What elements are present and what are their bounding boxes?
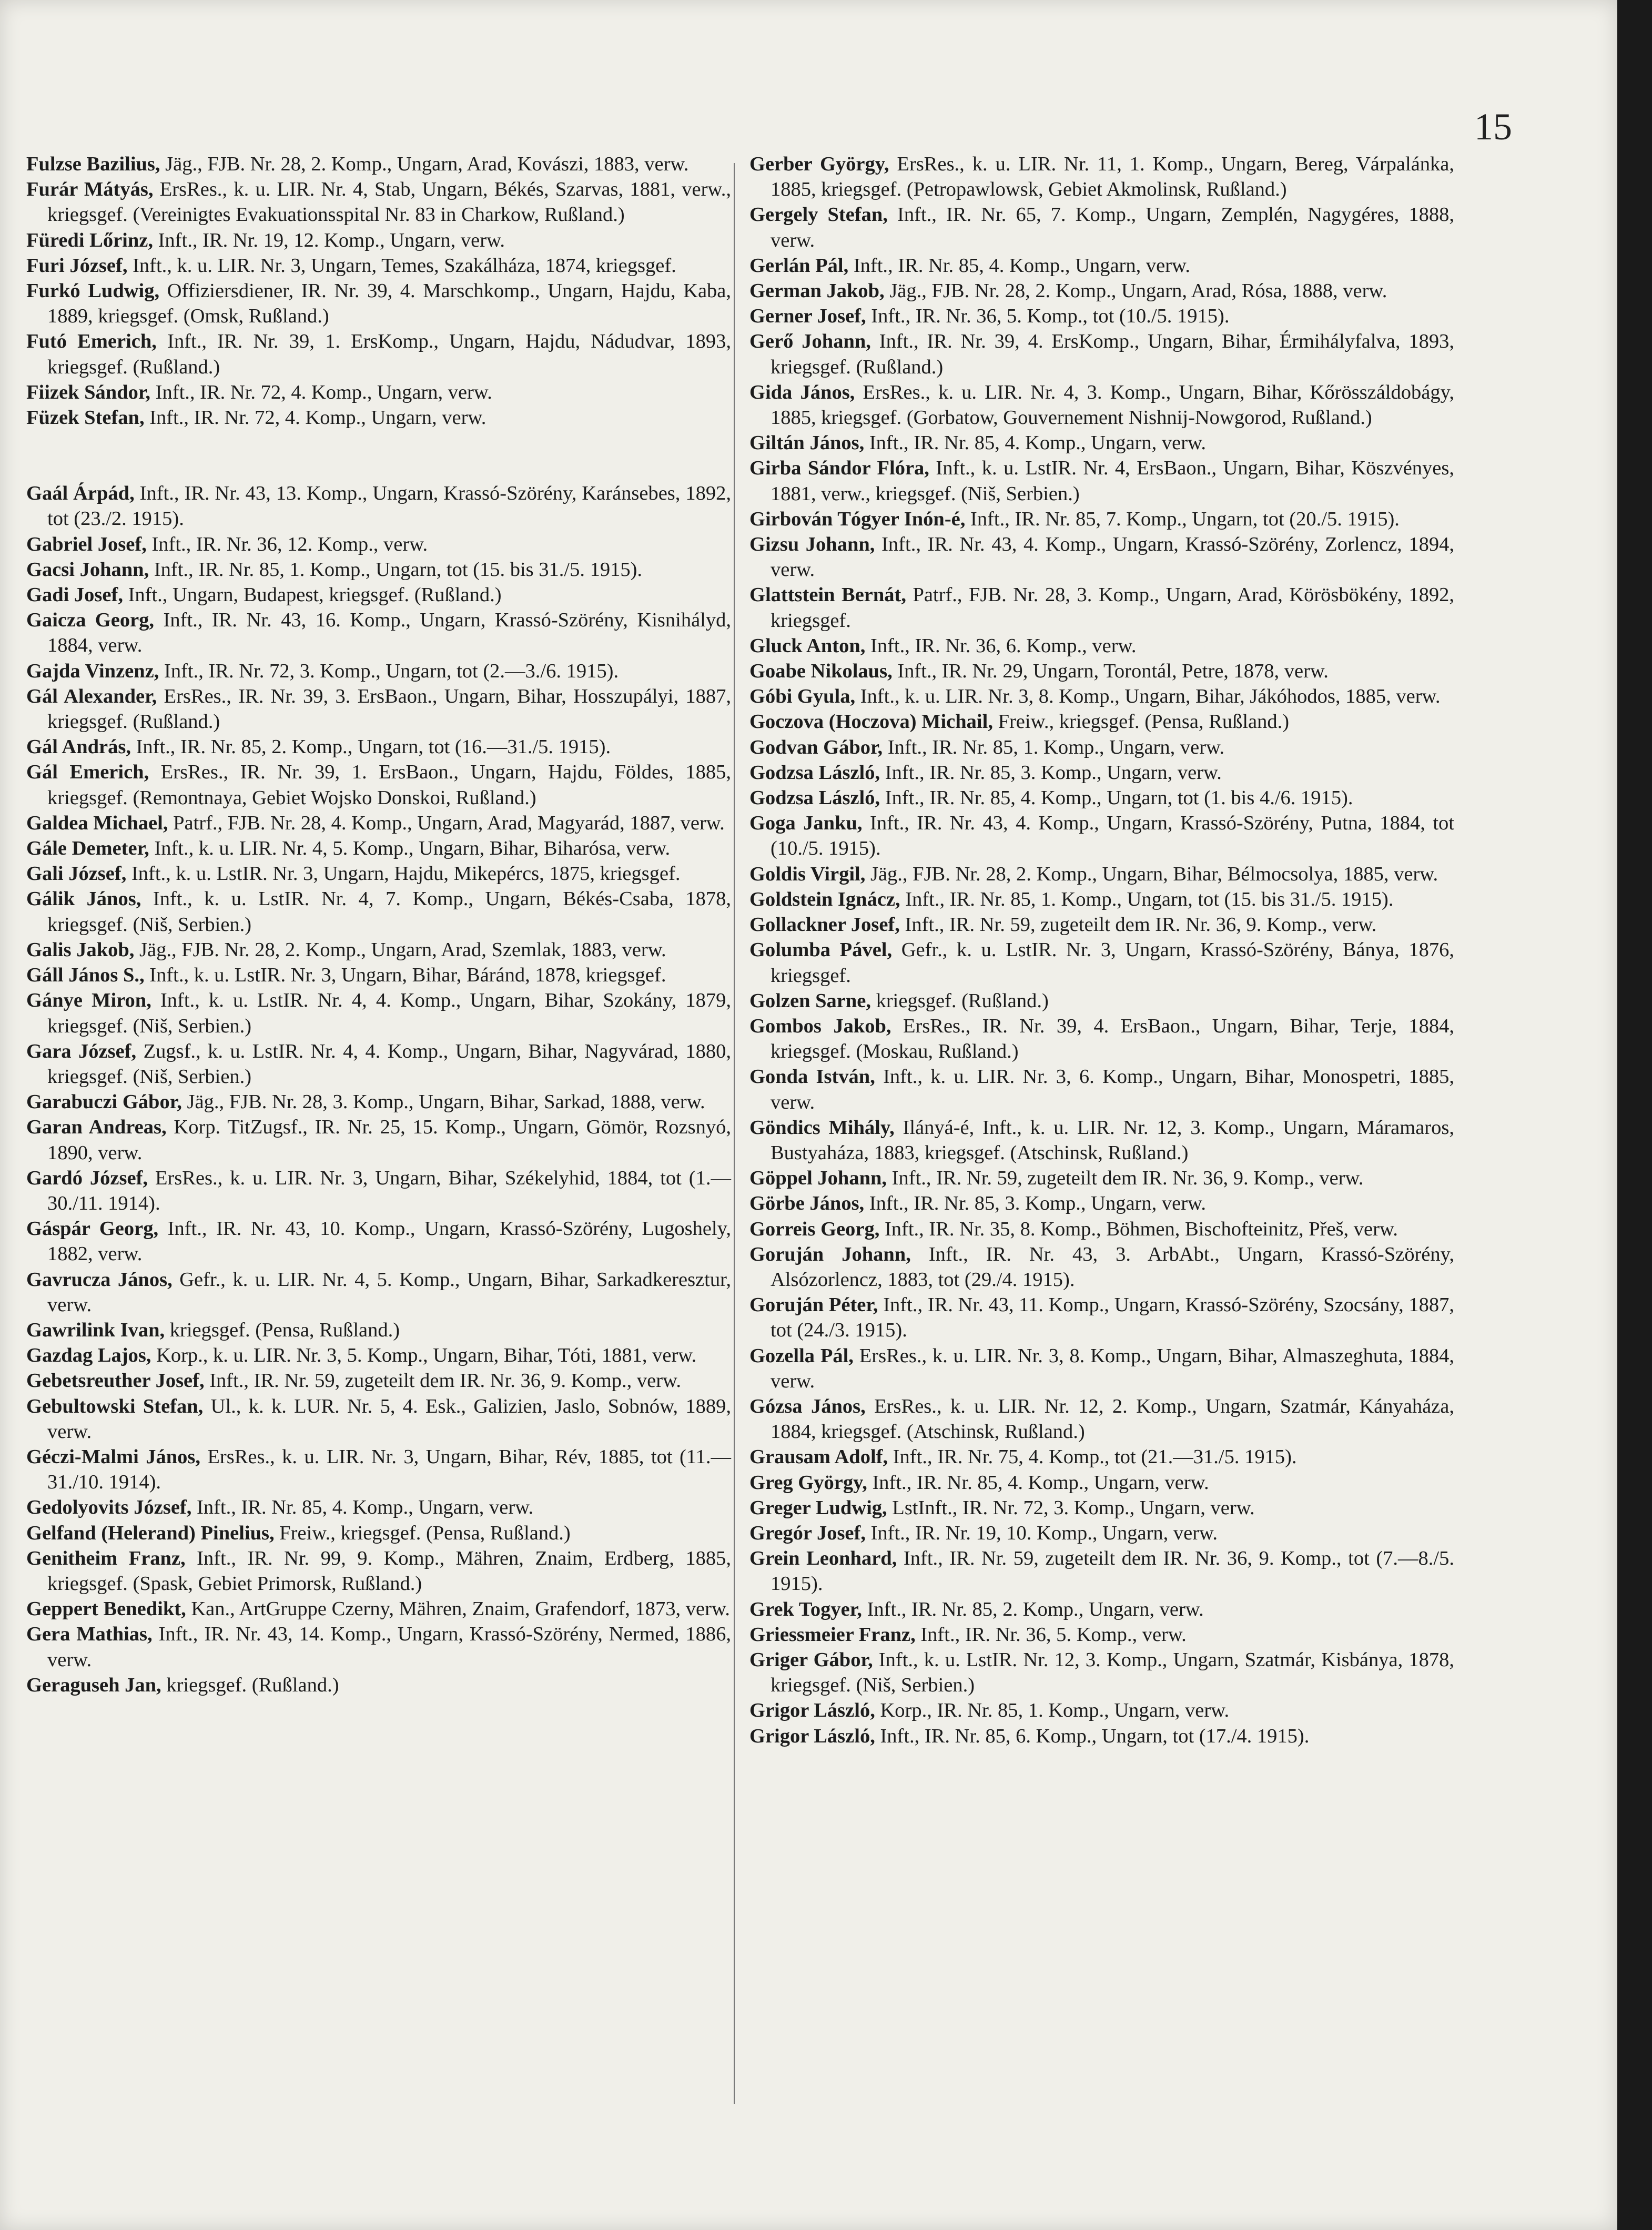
register-entry xyxy=(749,1495,1454,1521)
entry-name: Grausam Adolf, xyxy=(749,1446,888,1468)
entry-name: Godzsa László, xyxy=(749,787,880,809)
register-entry xyxy=(749,1165,1454,1191)
entry-details: Inft., IR. Nr. 72, 3. Komp., Ungarn, tot (2.—3./6. 1915). xyxy=(159,660,619,682)
entry-name: Giltán János, xyxy=(749,432,865,454)
entry-name: Goldstein Ignácz, xyxy=(749,888,900,910)
register-entry xyxy=(749,1217,1454,1242)
register-entry xyxy=(26,557,731,582)
register-entry xyxy=(749,861,1454,887)
entry-details: Inft., IR. Nr. 85, 4. Komp., Ungarn, verw. xyxy=(864,432,1206,454)
left-column xyxy=(26,151,731,1698)
entry-name: Gajda Vinzenz, xyxy=(26,660,159,682)
register-entry xyxy=(749,1724,1454,1749)
entry-name: Gelfand (Helerand) Pinelius, xyxy=(26,1522,275,1544)
register-entry xyxy=(749,278,1454,303)
register-entry xyxy=(749,380,1454,430)
entry-details: Gefr., k. u. LstIR. Nr. 3, Ungarn, Krassó-Szörény, Bánya, 1876, kriegsgef. xyxy=(771,939,1454,987)
register-entry xyxy=(26,1495,731,1520)
entry-name: Füzek Stefan, xyxy=(26,407,145,429)
register-entry xyxy=(749,760,1454,785)
entry-name: Golumba Pável, xyxy=(749,939,893,961)
entry-details: ErsRes., k. u. LIR. Nr. 3, Ungarn, Bihar, Székelyhid, 1884, tot (1.—30./11. 1914). xyxy=(47,1167,732,1214)
register-entry xyxy=(26,405,731,430)
right-column xyxy=(749,151,1454,1749)
entry-details: ErsRes., IR. Nr. 39, 4. ErsBaon., Ungarn, Bihar, Terje, 1884, kriegsgef. (Moskau, Rußland.) xyxy=(771,1015,1454,1063)
entry-details: Inft., k. u. LstIR. Nr. 4, 7. Komp., Ungarn, Békés-Csaba, 1878, kriegsgef. (Niš, Serbien.) xyxy=(47,888,731,936)
entry-details: Inft., k. u. LstIR. Nr. 3, Ungarn, Bihar, Báránd, 1878, kriegsgef. xyxy=(144,964,666,987)
entry-name: Gále Demeter, xyxy=(26,837,149,860)
register-entry xyxy=(749,1292,1454,1343)
entry-name: Gozella Pál, xyxy=(749,1344,854,1367)
entry-name: Gánye Miron, xyxy=(26,989,151,1012)
entry-name: Gál András, xyxy=(26,736,131,758)
register-entry xyxy=(749,506,1454,532)
entry-details: Jäg., FJB. Nr. 28, 2. Komp., Ungarn, Arad, Szemlak, 1883, verw. xyxy=(134,938,666,961)
entry-details: Kan., ArtGruppe Czerny, Mähren, Znaim, Grafendorf, 1873, verw. xyxy=(186,1598,730,1620)
entry-details: Inft., IR. Nr. 43, 13. Komp., Ungarn, Krassó-Szörény, Karánsebes, 1892, tot (23./2. 1915). xyxy=(47,482,731,530)
entry-details: Ilányá-é, Inft., k. u. LIR. Nr. 12, 3. Komp., Ungarn, Máramaros, Bustyaháza, 1883, kriegsgef. (Atschinsk, Rußland.) xyxy=(771,1116,1454,1164)
register-entry xyxy=(26,1317,731,1343)
entry-name: Gida János, xyxy=(749,381,855,403)
entry-details: ErsRes., k. u. LIR. Nr. 4, Stab, Ungarn, Békés, Szarvas, 1881, verw., kriegsgef. (Vereinigtes Evakuationsspital Nr. 83 in Charkow, Rußland.) xyxy=(47,178,731,226)
entry-details: Freiw., kriegsgef. (Pensa, Rußland.) xyxy=(992,711,1290,733)
entry-details: Inft., IR. Nr. 72, 4. Komp., Ungarn, verw. xyxy=(144,407,487,429)
entry-name: Gózsa János, xyxy=(749,1395,866,1417)
entry-name: Fulzse Bazilius, xyxy=(26,153,160,175)
register-entry xyxy=(749,1191,1454,1216)
entry-details: Ul., k. k. LUR. Nr. 5, 4. Esk., Galizien, Jaslo, Sobnów, 1889, verw. xyxy=(47,1395,732,1443)
entry-details: Inft., IR. Nr. 19, 12. Komp., Ungarn, verw. xyxy=(153,229,505,251)
entry-name: Goczova (Hoczova) Michail, xyxy=(749,711,993,733)
entry-details: Gefr., k. u. LIR. Nr. 4, 5. Komp., Ungarn, Bihar, Sarkadkeresztur, verw. xyxy=(47,1268,731,1316)
register-entry xyxy=(749,582,1454,633)
entry-details: ErsRes., k. u. LIR. Nr. 3, 8. Komp., Ungarn, Bihar, Almaszeghuta, 1884, verw. xyxy=(771,1344,1454,1392)
entry-details: Offiziersdiener, IR. Nr. 39, 4. Marschkomp., Ungarn, Hajdu, Kaba, 1889, kriegsgef. (Omsk, Rußland.) xyxy=(47,280,732,328)
register-entry xyxy=(749,1115,1454,1165)
register-entry xyxy=(26,532,731,557)
entry-name: Galdea Michael, xyxy=(26,812,168,834)
entry-details: Jäg., FJB. Nr. 28, 2. Komp., Ungarn, Arad, Kovászi, 1883, verw. xyxy=(160,153,689,175)
entry-name: Gergely Stefan, xyxy=(749,204,888,226)
entry-details: Korp., k. u. LIR. Nr. 3, 5. Komp., Ungarn, Bihar, Tóti, 1881, verw. xyxy=(151,1344,697,1367)
entry-name: Griger Gábor, xyxy=(749,1648,873,1671)
entry-name: Görbe János, xyxy=(749,1192,865,1215)
entry-name: Greg György, xyxy=(749,1471,867,1494)
entry-details: Inft., IR. Nr. 72, 4. Komp., Ungarn, verw. xyxy=(150,381,492,403)
register-entry xyxy=(26,380,731,405)
register-entry xyxy=(26,607,731,658)
entry-details: Freiw., kriegsgef. (Pensa, Rußland.) xyxy=(274,1522,571,1544)
entry-details: Inft., IR. Nr. 43, 3. ArbAbt., Ungarn, Krassó-Szörény, Alsózorlencz, 1883, tot (29./4. 1915). xyxy=(771,1243,1454,1291)
entry-name: Gorreis Georg, xyxy=(749,1218,880,1240)
register-entry xyxy=(749,1647,1454,1698)
entry-details: Inft., k. u. LIR. Nr. 4, 5. Komp., Ungarn, Bihar, Biharósa, verw. xyxy=(149,837,671,860)
entry-details: Inft., IR. Nr. 85, 4. Komp., Ungarn, verw. xyxy=(867,1471,1209,1494)
entry-details: Inft., k. u. LstIR. Nr. 12, 3. Komp., Ungarn, Szatmár, Kisbánya, 1878, kriegsgef. (Niš, Serbien.) xyxy=(771,1648,1454,1697)
entry-name: Gadi Josef, xyxy=(26,584,123,606)
register-entry xyxy=(26,988,731,1038)
register-entry xyxy=(749,1470,1454,1495)
entry-name: Gollackner Josef, xyxy=(749,914,900,936)
register-entry xyxy=(26,1368,731,1393)
entry-details: Inft., IR. Nr. 59, zugeteilt dem IR. Nr. 36, 9. Komp., tot (7.—8./5. 1915). xyxy=(771,1547,1454,1595)
entry-name: Gonda István, xyxy=(749,1066,875,1088)
entry-details: Inft., IR. Nr. 85, 1. Komp., Ungarn, verw. xyxy=(883,736,1224,758)
register-entry xyxy=(26,1267,731,1317)
register-entry xyxy=(749,1064,1454,1114)
entry-details: Inft., k. u. LstIR. Nr. 4, ErsBaon., Ungarn, Bihar, Köszvényes, 1881, verw., kriegsgef. (Niš, Serbien.) xyxy=(771,457,1454,505)
register-entry xyxy=(749,151,1454,202)
register-entry xyxy=(749,1394,1454,1444)
entry-name: Gál Alexander, xyxy=(26,685,157,707)
entry-name: Gerner Josef, xyxy=(749,305,866,328)
entry-details: Inft., IR. Nr. 43, 16. Komp., Ungarn, Krassó-Szörény, Kisnihályd, 1884, verw. xyxy=(47,609,731,657)
entry-details: Inft., IR. Nr. 39, 4. ErsKomp., Ungarn, Bihar, Érmihályfalva, 1893, kriegsgef. (Rußland.) xyxy=(771,330,1454,378)
register-entry xyxy=(749,887,1454,912)
entry-name: Golzen Sarne, xyxy=(749,989,871,1012)
entry-name: Furár Mátyás, xyxy=(26,178,154,201)
entry-details: Inft., IR. Nr. 85, 1. Komp., Ungarn, tot (15. bis 31./5. 1915). xyxy=(900,888,1394,910)
entry-details: ErsRes., k. u. LIR. Nr. 4, 3. Komp., Ungarn, Bihar, Kőrösszáldobágy, 1885, kriegsgef. (Gorbatow, Gouvernement Nishnij-Nowgorod, Rußland.) xyxy=(771,381,1454,429)
entry-details: Jäg., FJB. Nr. 28, 3. Komp., Ungarn, Bihar, Sarkad, 1888, verw. xyxy=(181,1091,705,1113)
entry-name: Grigor László, xyxy=(749,1699,875,1722)
register-entry xyxy=(749,253,1454,278)
register-entry xyxy=(749,912,1454,937)
entry-details: Inft., IR. Nr. 43, 4. Komp., Ungarn, Krassó-Szörény, Zorlencz, 1894, verw. xyxy=(771,533,1454,581)
entry-details: ErsRes., IR. Nr. 39, 1. ErsBaon., Ungarn, Hajdu, Földes, 1885, kriegsgef. (Remontnaya, Gebiet Wojsko Donskoi, Rußland.) xyxy=(47,761,731,809)
entry-name: Gombos Jakob, xyxy=(749,1015,891,1037)
entry-name: Gabriel Josef, xyxy=(26,533,147,555)
entry-name: Gali József, xyxy=(26,863,127,885)
register-entry xyxy=(26,886,731,937)
register-entry xyxy=(26,684,731,734)
entry-name: Gerő Johann, xyxy=(749,330,871,353)
register-entry xyxy=(749,202,1454,252)
entry-name: Galis Jakob, xyxy=(26,938,135,961)
register-entry xyxy=(749,1242,1454,1292)
entry-details: kriegsgef. (Pensa, Rußland.) xyxy=(165,1319,400,1341)
entry-details: ErsRes., k. u. LIR. Nr. 3, Ungarn, Bihar, Rév, 1885, tot (11.—31./10. 1914). xyxy=(47,1445,731,1494)
entry-name: Gálik János, xyxy=(26,888,141,910)
entry-name: German Jakob, xyxy=(749,280,885,302)
register-entry xyxy=(26,228,731,253)
entry-details: Jäg., FJB. Nr. 28, 2. Komp., Ungarn, Arad, Rósa, 1888, verw. xyxy=(884,280,1387,302)
register-entry xyxy=(26,253,731,278)
register-entry xyxy=(26,1114,731,1165)
entry-details: ErsRes., k. u. LIR. Nr. 11, 1. Komp., Ungarn, Bereg, Várpalánka, 1885, kriegsgef. (Petropawlowsk, Gebiet Akmolinsk, Rußland.) xyxy=(771,153,1454,201)
register-entry xyxy=(749,735,1454,760)
entry-name: Goruján Johann, xyxy=(749,1243,911,1265)
entry-details: Inft., Ungarn, Budapest, kriegsgef. (Rußland.) xyxy=(123,584,502,606)
register-entry xyxy=(26,759,731,810)
register-entry xyxy=(26,1672,731,1698)
register-entry xyxy=(26,1621,731,1672)
register-entry xyxy=(749,810,1454,861)
entry-details: Inft., IR. Nr. 39, 1. ErsKomp., Ungarn, Hajdu, Nádudvar, 1893, kriegsgef. (Rußland.) xyxy=(47,330,732,378)
entry-details: Inft., IR. Nr. 85, 3. Komp., Ungarn, verw. xyxy=(864,1192,1206,1215)
section-gap xyxy=(26,430,731,481)
register-entry xyxy=(26,177,731,227)
entry-details: Inft., k. u. LIR. Nr. 3, 8. Komp., Ungarn, Bihar, Jákóhodos, 1885, verw. xyxy=(855,685,1441,708)
entry-name: Geppert Benedikt, xyxy=(26,1598,186,1620)
entry-details: Inft., IR. Nr. 59, zugeteilt dem IR. Nr. 36, 9. Komp., verw. xyxy=(887,1167,1364,1190)
entry-name: Grein Leonhard, xyxy=(749,1547,897,1570)
register-entry xyxy=(749,532,1454,582)
register-entry xyxy=(749,1444,1454,1469)
entry-name: Goga Janku, xyxy=(749,812,863,835)
entry-details: Inft., IR. Nr. 59, zugeteilt dem IR. Nr. 36, 9. Komp., verw. xyxy=(899,914,1377,936)
entry-details: Inft., IR. Nr. 85, 2. Komp., Ungarn, tot (16.—31./5. 1915). xyxy=(130,736,611,758)
entry-details: kriegsgef. (Rußland.) xyxy=(870,989,1049,1012)
entry-details: Inft., IR. Nr. 36, 5. Komp., tot (10./5. 1915). xyxy=(866,305,1230,328)
register-entry xyxy=(26,658,731,684)
entry-name: Grigor László, xyxy=(749,1725,875,1747)
register-entry xyxy=(749,329,1454,379)
entry-name: Goruján Péter, xyxy=(749,1294,878,1316)
register-entry xyxy=(26,810,731,836)
entry-name: Furi József, xyxy=(26,254,128,277)
register-entry xyxy=(26,278,731,329)
entry-details: Inft., IR. Nr. 85, 4. Komp., Ungarn, tot (1. bis 4./6. 1915). xyxy=(880,787,1353,809)
register-entry xyxy=(749,1343,1454,1394)
register-entry xyxy=(749,709,1454,734)
entry-details: Inft., IR. Nr. 43, 4. Komp., Ungarn, Krassó-Szörény, Putna, 1884, tot (10./5. 1915). xyxy=(771,812,1454,860)
register-entry xyxy=(749,1622,1454,1647)
entry-details: Inft., IR. Nr. 36, 5. Komp., verw. xyxy=(915,1623,1187,1646)
entry-details: Inft., IR. Nr. 85, 1. Komp., Ungarn, tot (15. bis 31./5. 1915). xyxy=(149,558,643,581)
entry-details: Inft., k. u. LstIR. Nr. 3, Ungarn, Hajdu, Mikepércs, 1875, kriegsgef. xyxy=(126,863,681,885)
entry-name: Gacsi Johann, xyxy=(26,558,149,581)
column-divider xyxy=(734,163,735,2104)
register-entry xyxy=(26,1216,731,1266)
entry-name: Füredi Lőrinz, xyxy=(26,229,153,251)
entry-details: ErsRes., k. u. LIR. Nr. 12, 2. Komp., Ungarn, Szatmár, Kányaháza, 1884, kriegsgef. (Atschinsk, Rußland.) xyxy=(771,1395,1454,1443)
entry-details: Zugsf., k. u. LstIR. Nr. 4, 4. Komp., Ungarn, Bihar, Nagyvárad, 1880, kriegsgef. (Niš, Serbien.) xyxy=(47,1040,731,1088)
entry-details: Inft., IR. Nr. 85, 2. Komp., Ungarn, verw. xyxy=(862,1598,1204,1620)
entry-details: Inft., IR. Nr. 29, Ungarn, Torontál, Petre, 1878, verw. xyxy=(892,660,1329,683)
register-entry xyxy=(749,303,1454,329)
register-entry xyxy=(749,937,1454,988)
entry-name: Gedolyovits József, xyxy=(26,1496,192,1519)
entry-name: Genitheim Franz, xyxy=(26,1547,186,1569)
entry-details: Inft., IR. Nr. 36, 6. Komp., verw. xyxy=(865,634,1137,657)
entry-details: Jäg., FJB. Nr. 28, 2. Komp., Ungarn, Bihar, Bélmocsolya, 1885, verw. xyxy=(865,863,1438,885)
register-entry xyxy=(749,1597,1454,1622)
entry-details: Patrf., FJB. Nr. 28, 4. Komp., Ungarn, Arad, Magyarád, 1887, verw. xyxy=(168,812,725,834)
entry-name: Goabe Nikolaus, xyxy=(749,660,893,683)
entry-name: Gara József, xyxy=(26,1040,137,1062)
register-entry xyxy=(26,329,731,379)
entry-name: Géczi-Malmi János, xyxy=(26,1445,200,1468)
entry-details: Korp., IR. Nr. 85, 1. Komp., Ungarn, verw. xyxy=(875,1699,1230,1722)
entry-name: Göndics Mihály, xyxy=(749,1116,895,1139)
entry-name: Gazdag Lajos, xyxy=(26,1344,151,1367)
register-entry xyxy=(749,1013,1454,1064)
entry-name: Griessmeier Franz, xyxy=(749,1623,916,1646)
entry-details: Inft., IR. Nr. 43, 11. Komp., Ungarn, Krassó-Szörény, Szocsány, 1887, tot (24./3. 1915). xyxy=(771,1294,1454,1342)
entry-name: Girba Sándor Flóra, xyxy=(749,457,929,480)
register-entry xyxy=(26,582,731,607)
register-entry xyxy=(26,1039,731,1089)
register-entry xyxy=(26,836,731,861)
entry-name: Furkó Ludwig, xyxy=(26,280,160,302)
entry-name: Gera Mathias, xyxy=(26,1623,153,1646)
register-entry xyxy=(749,455,1454,506)
entry-name: Göppel Johann, xyxy=(749,1167,887,1190)
entry-details: Inft., IR. Nr. 85, 4. Komp., Ungarn, verw. xyxy=(848,254,1190,277)
entry-details: Inft., IR. Nr. 99, 9. Komp., Mähren, Znaim, Erdberg, 1885, kriegsgef. (Spask, Gebiet Primorsk, Rußland.) xyxy=(47,1547,731,1595)
register-entry xyxy=(26,1521,731,1546)
entry-name: Girbován Tógyer Inón-é, xyxy=(749,508,966,530)
entry-details: Korp. TitZugsf., IR. Nr. 25, 15. Komp., Ungarn, Gömör, Rozsnyó, 1890, verw. xyxy=(47,1116,731,1164)
register-entry xyxy=(26,1444,731,1495)
entry-details: Inft., IR. Nr. 43, 10. Komp., Ungarn, Krassó-Szörény, Lugoshely, 1882, verw. xyxy=(47,1218,731,1265)
entry-details: Inft., IR. Nr. 36, 12. Komp., verw. xyxy=(146,533,428,555)
register-entry xyxy=(749,1546,1454,1596)
register-entry xyxy=(26,861,731,886)
register-entry xyxy=(26,1165,731,1216)
register-entry xyxy=(26,1596,731,1621)
register-entry xyxy=(749,633,1454,658)
entry-details: Inft., k. u. LIR. Nr. 3, 6. Komp., Ungarn, Bihar, Monospetri, 1885, verw. xyxy=(771,1066,1454,1113)
register-entry xyxy=(26,937,731,962)
register-entry xyxy=(749,684,1454,709)
register-entry xyxy=(26,151,731,177)
entry-name: Goldis Virgil, xyxy=(749,863,866,885)
register-entry xyxy=(26,1546,731,1596)
entry-name: Glattstein Bernát, xyxy=(749,584,906,606)
entry-name: Garan Andreas, xyxy=(26,1116,167,1139)
entry-name: Futó Emerich, xyxy=(26,330,157,353)
entry-name: Gál Emerich, xyxy=(26,761,149,784)
entry-name: Garabuczi Gábor, xyxy=(26,1091,182,1113)
entry-details: Inft., IR. Nr. 65, 7. Komp., Ungarn, Zemplén, Nagygéres, 1888, verw. xyxy=(771,204,1454,251)
register-entry xyxy=(26,1089,731,1114)
register-entry xyxy=(26,962,731,988)
entry-name: Gizsu Johann, xyxy=(749,533,875,556)
entry-name: Grek Togyer, xyxy=(749,1598,862,1620)
entry-details: Inft., IR. Nr. 59, zugeteilt dem IR. Nr. 36, 9. Komp., verw. xyxy=(204,1370,681,1392)
entry-details: Inft., IR. Nr. 85, 7. Komp., Ungarn, tot (20./5. 1915). xyxy=(965,508,1400,530)
entry-name: Góbi Gyula, xyxy=(749,685,856,708)
entry-name: Gawrilink Ivan, xyxy=(26,1319,165,1341)
entry-name: Geraguseh Jan, xyxy=(26,1674,161,1696)
entry-details: Inft., IR. Nr. 43, 14. Komp., Ungarn, Krassó-Szörény, Nermed, 1886, verw. xyxy=(47,1623,731,1671)
register-entry xyxy=(26,1394,731,1444)
entry-name: Gardó József, xyxy=(26,1167,148,1189)
entry-name: Godvan Gábor, xyxy=(749,736,883,758)
entry-name: Gaál Árpád, xyxy=(26,482,135,505)
entry-details: Inft., IR. Nr. 35, 8. Komp., Böhmen, Bischofteinitz, Přeš, verw. xyxy=(879,1218,1398,1240)
register-entry xyxy=(26,1343,731,1368)
entry-name: Gluck Anton, xyxy=(749,634,866,657)
register-entry xyxy=(26,734,731,759)
entry-name: Godzsa László, xyxy=(749,761,880,784)
entry-details: Inft., k. u. LIR. Nr. 3, Ungarn, Temes, Szakálháza, 1874, kriegsgef. xyxy=(127,254,676,277)
entry-details: Inft., IR. Nr. 85, 6. Komp., Ungarn, tot (17./4. 1915). xyxy=(875,1725,1310,1747)
register-entry xyxy=(749,430,1454,455)
entry-name: Gebetsreuther Josef, xyxy=(26,1370,205,1392)
entry-name: Gerber György, xyxy=(749,153,889,175)
register-entry xyxy=(749,785,1454,810)
entry-name: Greger Ludwig, xyxy=(749,1496,887,1519)
register-entry xyxy=(26,481,731,531)
entry-details: Inft., k. u. LstIR. Nr. 4, 4. Komp., Ungarn, Bihar, Szokány, 1879, kriegsgef. (Niš, Serbien.) xyxy=(47,989,732,1037)
entry-details: ErsRes., IR. Nr. 39, 3. ErsBaon., Ungarn, Bihar, Hosszupályi, 1887, kriegsgef. (Rußland.) xyxy=(47,685,732,733)
register-entry xyxy=(749,658,1454,684)
register-entry xyxy=(749,1521,1454,1546)
page-number: 15 xyxy=(1474,106,1512,148)
entry-name: Gavrucza János, xyxy=(26,1268,173,1291)
register-entry xyxy=(749,988,1454,1013)
entry-name: Gaicza Georg, xyxy=(26,609,155,632)
entry-name: Gáll János S., xyxy=(26,964,145,987)
entry-name: Gebultowski Stefan, xyxy=(26,1395,204,1417)
entry-details: kriegsgef. (Rußland.) xyxy=(161,1674,339,1696)
entry-name: Gerlán Pál, xyxy=(749,254,849,277)
entry-details: Inft., IR. Nr. 85, 4. Komp., Ungarn, verw. xyxy=(191,1496,534,1519)
entry-details: Inft., IR. Nr. 75, 4. Komp., tot (21.—31./5. 1915). xyxy=(888,1446,1297,1468)
entry-details: LstInft., IR. Nr. 72, 3. Komp., Ungarn, verw. xyxy=(887,1496,1255,1519)
entry-name: Fiizek Sándor, xyxy=(26,381,151,403)
register-entry xyxy=(749,1698,1454,1723)
entry-name: Gáspár Georg, xyxy=(26,1218,159,1240)
entry-details: Inft., IR. Nr. 85, 3. Komp., Ungarn, verw. xyxy=(880,761,1222,784)
entry-name: Gregór Josef, xyxy=(749,1522,866,1544)
entry-details: Inft., IR. Nr. 19, 10. Komp., Ungarn, verw. xyxy=(865,1522,1218,1544)
entry-details: Patrf., FJB. Nr. 28, 3. Komp., Ungarn, Arad, Körösbökény, 1892, kriegsgef. xyxy=(771,584,1454,632)
